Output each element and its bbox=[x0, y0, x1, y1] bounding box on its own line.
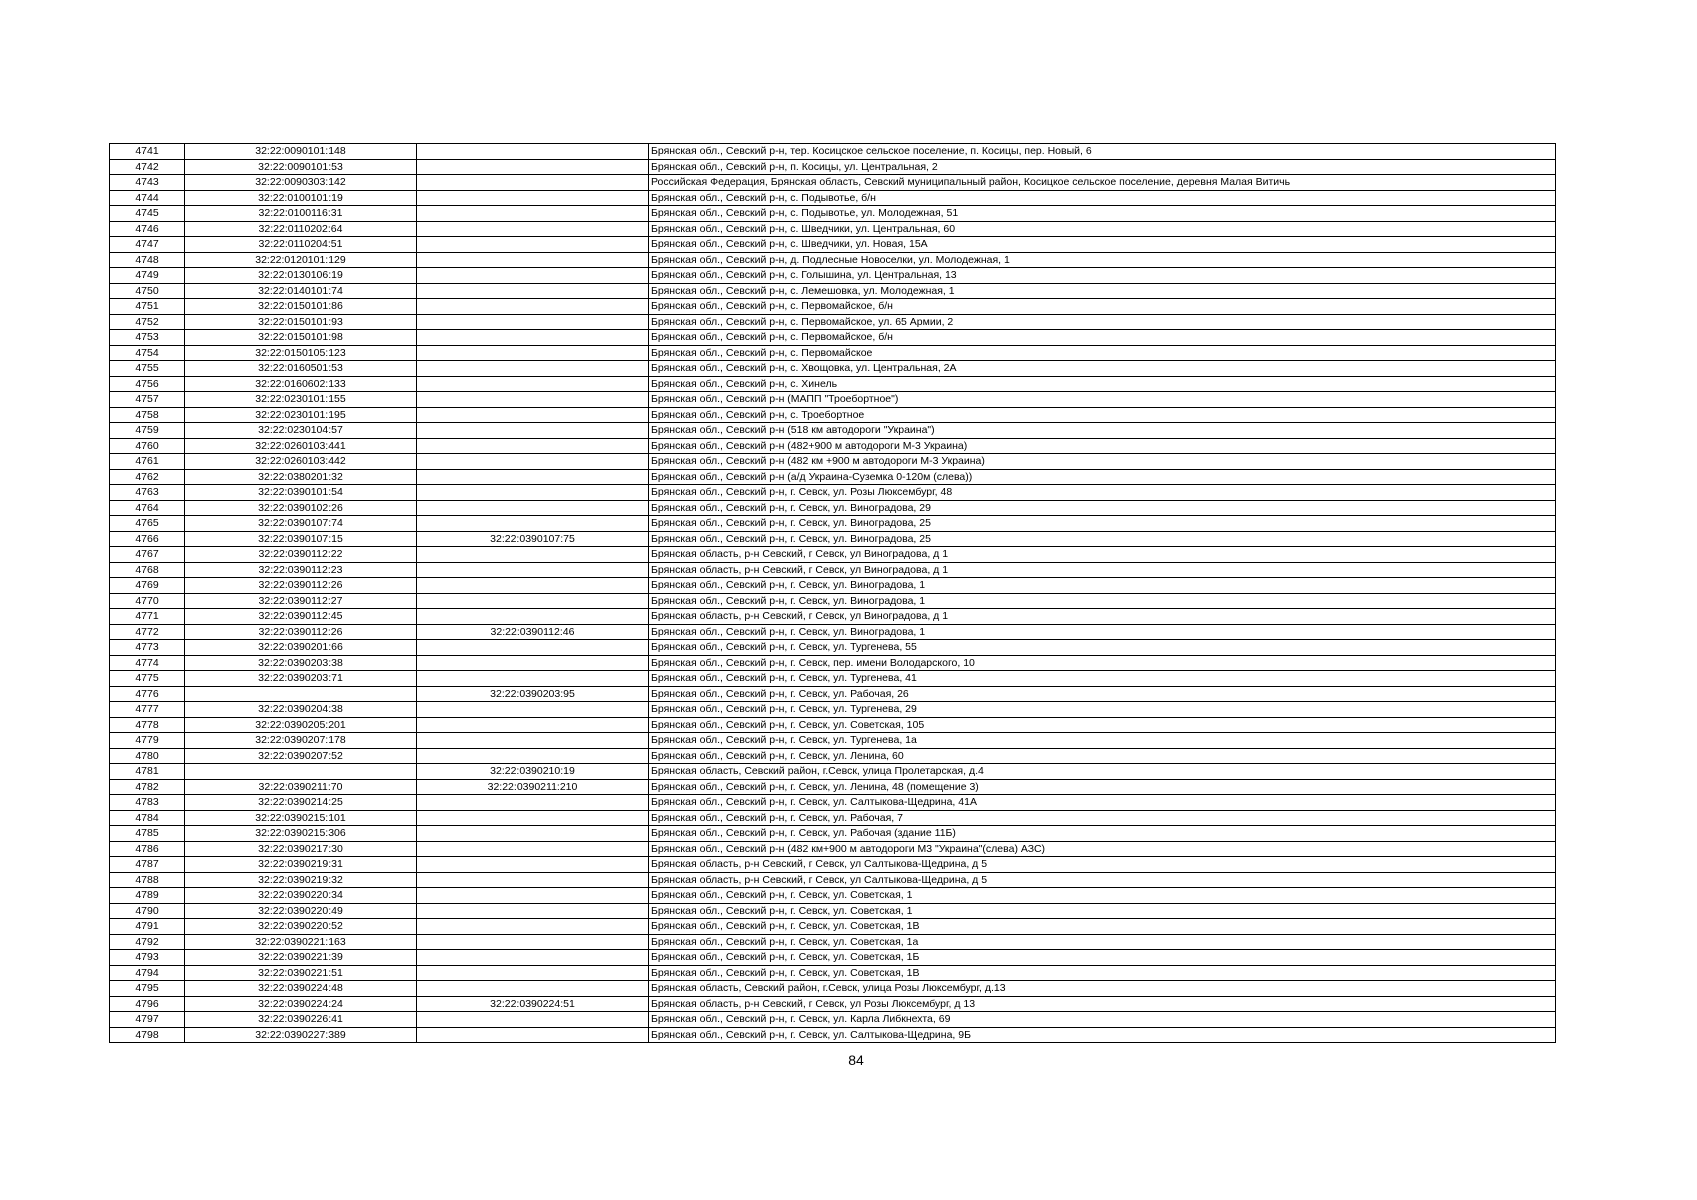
related-cadastral-number-cell bbox=[417, 919, 649, 935]
table-row bbox=[110, 469, 1556, 485]
row-number-cell: 4790 bbox=[110, 903, 185, 919]
row-number-cell: 4746 bbox=[110, 221, 185, 237]
related-cadastral-number-cell bbox=[417, 237, 649, 253]
row-number-cell: 4776 bbox=[110, 686, 185, 702]
address-cell: Брянская обл., Севский р-н, г. Севск, ул. Тургенева, 29 bbox=[649, 702, 1556, 718]
related-cadastral-number-cell bbox=[417, 330, 649, 346]
table-row bbox=[110, 547, 1556, 563]
related-cadastral-number-cell bbox=[417, 578, 649, 594]
address-cell: Брянская обл., Севский р-н, г. Севск, ул. Виноградова, 25 bbox=[649, 516, 1556, 532]
cadastral-number-cell: 32:22:0390112:23 bbox=[185, 562, 417, 578]
row-number-cell: 4770 bbox=[110, 593, 185, 609]
cadastral-number-cell: 32:22:0110204:51 bbox=[185, 237, 417, 253]
table-row bbox=[110, 516, 1556, 532]
row-number-cell: 4762 bbox=[110, 469, 185, 485]
cadastral-number-cell: 32:22:0390203:71 bbox=[185, 671, 417, 687]
cadastral-number-cell: 32:22:0390221:51 bbox=[185, 965, 417, 981]
address-cell: Брянская обл., Севский р-н, с. Хинель bbox=[649, 376, 1556, 392]
related-cadastral-number-cell bbox=[417, 748, 649, 764]
row-number-cell: 4750 bbox=[110, 283, 185, 299]
cadastral-number-cell: 32:22:0090303:142 bbox=[185, 175, 417, 191]
cadastral-number-cell: 32:22:0390215:306 bbox=[185, 826, 417, 842]
cadastral-number-cell: 32:22:0090101:53 bbox=[185, 159, 417, 175]
cadastral-number-cell: 32:22:0120101:129 bbox=[185, 252, 417, 268]
address-cell: Брянская обл., Севский р-н, г. Севск, ул. Советская, 1В bbox=[649, 919, 1556, 935]
related-cadastral-number-cell bbox=[417, 252, 649, 268]
related-cadastral-number-cell bbox=[417, 376, 649, 392]
related-cadastral-number-cell bbox=[417, 609, 649, 625]
row-number-cell: 4759 bbox=[110, 423, 185, 439]
related-cadastral-number-cell bbox=[417, 981, 649, 997]
row-number-cell: 4769 bbox=[110, 578, 185, 594]
cadastral-number-cell: 32:22:0390220:49 bbox=[185, 903, 417, 919]
row-number-cell: 4764 bbox=[110, 500, 185, 516]
address-cell: Брянская обл., Севский р-н, г. Севск, ул. Рабочая, 7 bbox=[649, 810, 1556, 826]
address-cell: Брянская область, р-н Севский, г Севск, ул Виноградова, д 1 bbox=[649, 562, 1556, 578]
row-number-cell: 4749 bbox=[110, 268, 185, 284]
related-cadastral-number-cell bbox=[417, 857, 649, 873]
table-row bbox=[110, 190, 1556, 206]
row-number-cell: 4741 bbox=[110, 144, 185, 160]
cadastral-number-cell: 32:22:0390205:201 bbox=[185, 717, 417, 733]
cadastral-number-cell: 32:22:0390107:74 bbox=[185, 516, 417, 532]
table-row bbox=[110, 423, 1556, 439]
address-cell: Брянская обл., Севский р-н, тер. Косицское сельское поселение, п. Косицы, пер. Новый, 6 bbox=[649, 144, 1556, 160]
related-cadastral-number-cell bbox=[417, 454, 649, 470]
row-number-cell: 4781 bbox=[110, 764, 185, 780]
address-cell: Брянская обл., Севский р-н, п. Косицы, ул. Центральная, 2 bbox=[649, 159, 1556, 175]
address-cell: Брянская обл., Севский р-н (518 км автодороги "Украина") bbox=[649, 423, 1556, 439]
cadastral-number-cell bbox=[185, 764, 417, 780]
registry-table-body bbox=[110, 144, 1556, 1043]
cadastral-number-cell: 32:22:0390207:52 bbox=[185, 748, 417, 764]
table-row bbox=[110, 454, 1556, 470]
related-cadastral-number-cell bbox=[417, 159, 649, 175]
cadastral-number-cell: 32:22:0390112:26 bbox=[185, 578, 417, 594]
cadastral-number-cell: 32:22:0100101:19 bbox=[185, 190, 417, 206]
row-number-cell: 4793 bbox=[110, 950, 185, 966]
related-cadastral-number-cell bbox=[417, 144, 649, 160]
related-cadastral-number-cell bbox=[417, 469, 649, 485]
row-number-cell: 4791 bbox=[110, 919, 185, 935]
address-cell: Брянская обл., Севский р-н, г. Севск, пер. имени Володарского, 10 bbox=[649, 655, 1556, 671]
table-row bbox=[110, 562, 1556, 578]
cadastral-number-cell: 32:22:0380201:32 bbox=[185, 469, 417, 485]
cadastral-number-cell: 32:22:0390220:34 bbox=[185, 888, 417, 904]
page-number: 84 bbox=[848, 1052, 864, 1068]
address-cell: Брянская обл., Севский р-н, с. Шведчики, ул. Новая, 15А bbox=[649, 237, 1556, 253]
related-cadastral-number-cell bbox=[417, 671, 649, 687]
table-row bbox=[110, 237, 1556, 253]
related-cadastral-number-cell bbox=[417, 392, 649, 408]
related-cadastral-number-cell bbox=[417, 283, 649, 299]
related-cadastral-number-cell: 32:22:0390112:46 bbox=[417, 624, 649, 640]
cadastral-number-cell: 32:22:0390211:70 bbox=[185, 779, 417, 795]
row-number-cell: 4775 bbox=[110, 671, 185, 687]
related-cadastral-number-cell bbox=[417, 438, 649, 454]
cadastral-number-cell: 32:22:0390224:48 bbox=[185, 981, 417, 997]
row-number-cell: 4768 bbox=[110, 562, 185, 578]
row-number-cell: 4782 bbox=[110, 779, 185, 795]
table-row bbox=[110, 733, 1556, 749]
related-cadastral-number-cell bbox=[417, 810, 649, 826]
address-cell: Брянская обл., Севский р-н, г. Севск, ул. Виноградова, 29 bbox=[649, 500, 1556, 516]
table-row bbox=[110, 857, 1556, 873]
address-cell: Брянская обл., Севский р-н, г. Севск, ул. Тургенева, 1а bbox=[649, 733, 1556, 749]
row-number-cell: 4778 bbox=[110, 717, 185, 733]
related-cadastral-number-cell bbox=[417, 1027, 649, 1043]
row-number-cell: 4780 bbox=[110, 748, 185, 764]
address-cell: Брянская обл., Севский р-н, г. Севск, ул. Ленина, 60 bbox=[649, 748, 1556, 764]
address-cell: Брянская обл., Севский р-н, г. Севск, ул. Советская, 1а bbox=[649, 934, 1556, 950]
row-number-cell: 4786 bbox=[110, 841, 185, 857]
cadastral-number-cell bbox=[185, 686, 417, 702]
address-cell: Брянская обл., Севский р-н, г. Севск, ул. Советская, 1 bbox=[649, 903, 1556, 919]
cadastral-number-cell: 32:22:0390203:38 bbox=[185, 655, 417, 671]
table-row bbox=[110, 438, 1556, 454]
row-number-cell: 4765 bbox=[110, 516, 185, 532]
cadastral-number-cell: 32:22:0390226:41 bbox=[185, 1012, 417, 1028]
address-cell: Брянская обл., Севский р-н, с. Хвощовка, ул. Центральная, 2А bbox=[649, 361, 1556, 377]
address-cell: Брянская обл., Севский р-н, с. Первомайское, б/н bbox=[649, 299, 1556, 315]
related-cadastral-number-cell bbox=[417, 206, 649, 222]
address-cell: Брянская область, р-н Севский, г Севск, ул Салтыкова-Щедрина, д 5 bbox=[649, 857, 1556, 873]
table-row bbox=[110, 671, 1556, 687]
table-row bbox=[110, 407, 1556, 423]
address-cell: Брянская обл., Севский р-н, г. Севск, ул. Виноградова, 1 bbox=[649, 593, 1556, 609]
address-cell: Брянская обл., Севский р-н, г. Севск, ул. Советская, 105 bbox=[649, 717, 1556, 733]
cadastral-number-cell: 32:22:0110202:64 bbox=[185, 221, 417, 237]
table-row bbox=[110, 175, 1556, 191]
address-cell: Брянская обл., Севский р-н, с. Первомайское, б/н bbox=[649, 330, 1556, 346]
cadastral-number-cell: 32:22:0390221:39 bbox=[185, 950, 417, 966]
related-cadastral-number-cell bbox=[417, 175, 649, 191]
table-row bbox=[110, 144, 1556, 160]
related-cadastral-number-cell bbox=[417, 965, 649, 981]
address-cell: Брянская обл., Севский р-н (МАПП "Троебортное") bbox=[649, 392, 1556, 408]
cadastral-number-cell: 32:22:0100116:31 bbox=[185, 206, 417, 222]
related-cadastral-number-cell bbox=[417, 903, 649, 919]
table-row bbox=[110, 593, 1556, 609]
related-cadastral-number-cell bbox=[417, 407, 649, 423]
row-number-cell: 4744 bbox=[110, 190, 185, 206]
cadastral-number-cell: 32:22:0390101:54 bbox=[185, 485, 417, 501]
address-cell: Брянская обл., Севский р-н, с. Подывотье, б/н bbox=[649, 190, 1556, 206]
row-number-cell: 4773 bbox=[110, 640, 185, 656]
table-row bbox=[110, 686, 1556, 702]
row-number-cell: 4787 bbox=[110, 857, 185, 873]
related-cadastral-number-cell bbox=[417, 485, 649, 501]
cadastral-number-cell: 32:22:0390102:26 bbox=[185, 500, 417, 516]
address-cell: Брянская обл., Севский р-н (482 км+900 м автодороги М3 "Украина"(слева) АЗС) bbox=[649, 841, 1556, 857]
table-row bbox=[110, 268, 1556, 284]
table-row bbox=[110, 934, 1556, 950]
address-cell: Брянская обл., Севский р-н, с. Лемешовка, ул. Молодежная, 1 bbox=[649, 283, 1556, 299]
address-cell: Брянская обл., Севский р-н, г. Севск, ул. Рабочая (здание 11Б) bbox=[649, 826, 1556, 842]
related-cadastral-number-cell bbox=[417, 841, 649, 857]
table-row bbox=[110, 903, 1556, 919]
registry-table bbox=[109, 143, 1556, 1043]
cadastral-number-cell: 32:22:0390219:32 bbox=[185, 872, 417, 888]
table-row bbox=[110, 283, 1556, 299]
table-row bbox=[110, 655, 1556, 671]
related-cadastral-number-cell: 32:22:0390210:19 bbox=[417, 764, 649, 780]
row-number-cell: 4757 bbox=[110, 392, 185, 408]
cadastral-number-cell: 32:22:0260103:441 bbox=[185, 438, 417, 454]
address-cell: Брянская обл., Севский р-н, г. Севск, ул. Карла Либкнехта, 69 bbox=[649, 1012, 1556, 1028]
row-number-cell: 4772 bbox=[110, 624, 185, 640]
address-cell: Брянская обл., Севский р-н, г. Севск, ул. Розы Люксембург, 48 bbox=[649, 485, 1556, 501]
cadastral-number-cell: 32:22:0390221:163 bbox=[185, 934, 417, 950]
cadastral-number-cell: 32:22:0230101:155 bbox=[185, 392, 417, 408]
cadastral-number-cell: 32:22:0390224:24 bbox=[185, 996, 417, 1012]
address-cell: Брянская обл., Севский р-н, г. Севск, ул. Виноградова, 1 bbox=[649, 578, 1556, 594]
row-number-cell: 4785 bbox=[110, 826, 185, 842]
row-number-cell: 4777 bbox=[110, 702, 185, 718]
table-row bbox=[110, 748, 1556, 764]
cadastral-number-cell: 32:22:0150105:123 bbox=[185, 345, 417, 361]
table-row bbox=[110, 392, 1556, 408]
table-row bbox=[110, 779, 1556, 795]
address-cell: Брянская обл., Севский р-н, д. Подлесные Новоселки, ул. Молодежная, 1 bbox=[649, 252, 1556, 268]
table-row bbox=[110, 578, 1556, 594]
row-number-cell: 4767 bbox=[110, 547, 185, 563]
address-cell: Брянская обл., Севский р-н, с. Шведчики, ул. Центральная, 60 bbox=[649, 221, 1556, 237]
table-row bbox=[110, 221, 1556, 237]
table-row bbox=[110, 888, 1556, 904]
table-row bbox=[110, 810, 1556, 826]
related-cadastral-number-cell bbox=[417, 299, 649, 315]
row-number-cell: 4783 bbox=[110, 795, 185, 811]
cadastral-number-cell: 32:22:0390214:25 bbox=[185, 795, 417, 811]
cadastral-number-cell: 32:22:0390227:389 bbox=[185, 1027, 417, 1043]
related-cadastral-number-cell bbox=[417, 190, 649, 206]
row-number-cell: 4796 bbox=[110, 996, 185, 1012]
row-number-cell: 4788 bbox=[110, 872, 185, 888]
related-cadastral-number-cell bbox=[417, 655, 649, 671]
table-row bbox=[110, 965, 1556, 981]
row-number-cell: 4760 bbox=[110, 438, 185, 454]
address-cell: Брянская область, р-н Севский, г Севск, ул Виноградова, д 1 bbox=[649, 609, 1556, 625]
address-cell: Брянская обл., Севский р-н, г. Севск, ул. Советская, 1В bbox=[649, 965, 1556, 981]
address-cell: Брянская обл., Севский р-н, г. Севск, ул. Тургенева, 55 bbox=[649, 640, 1556, 656]
table-row bbox=[110, 609, 1556, 625]
related-cadastral-number-cell: 32:22:0390211:210 bbox=[417, 779, 649, 795]
table-row bbox=[110, 299, 1556, 315]
row-number-cell: 4761 bbox=[110, 454, 185, 470]
address-cell: Брянская обл., Севский р-н, с. Подывотье, ул. Молодежная, 51 bbox=[649, 206, 1556, 222]
row-number-cell: 4792 bbox=[110, 934, 185, 950]
cadastral-number-cell: 32:22:0390201:66 bbox=[185, 640, 417, 656]
related-cadastral-number-cell bbox=[417, 733, 649, 749]
table-row bbox=[110, 206, 1556, 222]
row-number-cell: 4745 bbox=[110, 206, 185, 222]
related-cadastral-number-cell bbox=[417, 1012, 649, 1028]
related-cadastral-number-cell bbox=[417, 950, 649, 966]
row-number-cell: 4756 bbox=[110, 376, 185, 392]
row-number-cell: 4751 bbox=[110, 299, 185, 315]
address-cell: Брянская область, р-н Севский, г Севск, ул Розы Люксембург, д 13 bbox=[649, 996, 1556, 1012]
row-number-cell: 4742 bbox=[110, 159, 185, 175]
address-cell: Брянская обл., Севский р-н, г. Севск, ул. Тургенева, 41 bbox=[649, 671, 1556, 687]
address-cell: Брянская обл., Севский р-н, г. Севск, ул. Виноградова, 1 bbox=[649, 624, 1556, 640]
table-row bbox=[110, 1027, 1556, 1043]
cadastral-number-cell: 32:22:0230104:57 bbox=[185, 423, 417, 439]
related-cadastral-number-cell bbox=[417, 888, 649, 904]
cadastral-number-cell: 32:22:0130106:19 bbox=[185, 268, 417, 284]
address-cell: Брянская область, Севский район, г.Севск, улица Розы Люксембург, д.13 bbox=[649, 981, 1556, 997]
related-cadastral-number-cell bbox=[417, 640, 649, 656]
related-cadastral-number-cell bbox=[417, 314, 649, 330]
row-number-cell: 4789 bbox=[110, 888, 185, 904]
address-cell: Брянская обл., Севский р-н, г. Севск, ул. Рабочая, 26 bbox=[649, 686, 1556, 702]
related-cadastral-number-cell bbox=[417, 345, 649, 361]
cadastral-number-cell: 32:22:0390217:30 bbox=[185, 841, 417, 857]
row-number-cell: 4763 bbox=[110, 485, 185, 501]
related-cadastral-number-cell bbox=[417, 872, 649, 888]
address-cell: Брянская обл., Севский р-н, с. Первомайское, ул. 65 Армии, 2 bbox=[649, 314, 1556, 330]
related-cadastral-number-cell bbox=[417, 702, 649, 718]
related-cadastral-number-cell bbox=[417, 500, 649, 516]
related-cadastral-number-cell: 32:22:0390224:51 bbox=[417, 996, 649, 1012]
cadastral-number-cell: 32:22:0390215:101 bbox=[185, 810, 417, 826]
row-number-cell: 4794 bbox=[110, 965, 185, 981]
cadastral-number-cell: 32:22:0260103:442 bbox=[185, 454, 417, 470]
address-cell: Брянская обл., Севский р-н (482+900 м автодороги М-3 Украина) bbox=[649, 438, 1556, 454]
related-cadastral-number-cell bbox=[417, 361, 649, 377]
related-cadastral-number-cell bbox=[417, 268, 649, 284]
address-cell: Брянская обл., Севский р-н, г. Севск, ул. Ленина, 48 (помещение 3) bbox=[649, 779, 1556, 795]
related-cadastral-number-cell bbox=[417, 547, 649, 563]
table-row bbox=[110, 764, 1556, 780]
table-row bbox=[110, 717, 1556, 733]
row-number-cell: 4779 bbox=[110, 733, 185, 749]
cadastral-number-cell: 32:22:0390112:22 bbox=[185, 547, 417, 563]
cadastral-number-cell: 32:22:0150101:98 bbox=[185, 330, 417, 346]
address-cell: Брянская обл., Севский р-н, с. Первомайское bbox=[649, 345, 1556, 361]
table-row bbox=[110, 841, 1556, 857]
table-row bbox=[110, 826, 1556, 842]
address-cell: Брянская обл., Севский р-н, г. Севск, ул. Салтыкова-Щедрина, 9Б bbox=[649, 1027, 1556, 1043]
address-cell: Брянская обл., Севский р-н (а/д Украина-Суземка 0-120м (слева)) bbox=[649, 469, 1556, 485]
related-cadastral-number-cell bbox=[417, 934, 649, 950]
row-number-cell: 4795 bbox=[110, 981, 185, 997]
address-cell: Брянская обл., Севский р-н (482 км +900 м автодороги М-3 Украина) bbox=[649, 454, 1556, 470]
row-number-cell: 4758 bbox=[110, 407, 185, 423]
table-row bbox=[110, 996, 1556, 1012]
address-cell: Брянская область, р-н Севский, г Севск, ул Виноградова, д 1 bbox=[649, 547, 1556, 563]
related-cadastral-number-cell: 32:22:0390107:75 bbox=[417, 531, 649, 547]
related-cadastral-number-cell bbox=[417, 593, 649, 609]
address-cell: Брянская обл., Севский р-н, г. Севск, ул. Салтыкова-Щедрина, 41А bbox=[649, 795, 1556, 811]
cadastral-number-cell: 32:22:0390112:26 bbox=[185, 624, 417, 640]
row-number-cell: 4754 bbox=[110, 345, 185, 361]
row-number-cell: 4771 bbox=[110, 609, 185, 625]
cadastral-number-cell: 32:22:0160501:53 bbox=[185, 361, 417, 377]
address-cell: Брянская обл., Севский р-н, г. Севск, ул. Советская, 1 bbox=[649, 888, 1556, 904]
related-cadastral-number-cell bbox=[417, 562, 649, 578]
table-row bbox=[110, 252, 1556, 268]
table-row bbox=[110, 640, 1556, 656]
address-cell: Брянская область, р-н Севский, г Севск, ул Салтыкова-Щедрина, д 5 bbox=[649, 872, 1556, 888]
row-number-cell: 4755 bbox=[110, 361, 185, 377]
row-number-cell: 4766 bbox=[110, 531, 185, 547]
related-cadastral-number-cell bbox=[417, 826, 649, 842]
cadastral-number-cell: 32:22:0230101:195 bbox=[185, 407, 417, 423]
row-number-cell: 4797 bbox=[110, 1012, 185, 1028]
cadastral-number-cell: 32:22:0390220:52 bbox=[185, 919, 417, 935]
row-number-cell: 4747 bbox=[110, 237, 185, 253]
row-number-cell: 4774 bbox=[110, 655, 185, 671]
table-row bbox=[110, 872, 1556, 888]
table-row bbox=[110, 950, 1556, 966]
row-number-cell: 4784 bbox=[110, 810, 185, 826]
cadastral-number-cell: 32:22:0140101:74 bbox=[185, 283, 417, 299]
table-row bbox=[110, 919, 1556, 935]
table-row bbox=[110, 531, 1556, 547]
related-cadastral-number-cell bbox=[417, 795, 649, 811]
table-row bbox=[110, 1012, 1556, 1028]
cadastral-number-cell: 32:22:0160602:133 bbox=[185, 376, 417, 392]
table-row bbox=[110, 485, 1556, 501]
table-row bbox=[110, 159, 1556, 175]
table-row bbox=[110, 345, 1556, 361]
address-cell: Брянская область, Севский район, г.Севск, улица Пролетарская, д.4 bbox=[649, 764, 1556, 780]
table-row bbox=[110, 702, 1556, 718]
row-number-cell: 4752 bbox=[110, 314, 185, 330]
cadastral-number-cell: 32:22:0150101:93 bbox=[185, 314, 417, 330]
row-number-cell: 4798 bbox=[110, 1027, 185, 1043]
row-number-cell: 4748 bbox=[110, 252, 185, 268]
row-number-cell: 4743 bbox=[110, 175, 185, 191]
table-row bbox=[110, 795, 1556, 811]
related-cadastral-number-cell bbox=[417, 717, 649, 733]
cadastral-number-cell: 32:22:0390219:31 bbox=[185, 857, 417, 873]
table-row bbox=[110, 314, 1556, 330]
table-row bbox=[110, 981, 1556, 997]
related-cadastral-number-cell: 32:22:0390203:95 bbox=[417, 686, 649, 702]
cadastral-number-cell: 32:22:0390207:178 bbox=[185, 733, 417, 749]
cadastral-number-cell: 32:22:0390107:15 bbox=[185, 531, 417, 547]
table-row bbox=[110, 361, 1556, 377]
related-cadastral-number-cell bbox=[417, 221, 649, 237]
cadastral-number-cell: 32:22:0150101:86 bbox=[185, 299, 417, 315]
address-cell: Брянская обл., Севский р-н, с. Троебортное bbox=[649, 407, 1556, 423]
table-row bbox=[110, 376, 1556, 392]
address-cell: Брянская обл., Севский р-н, г. Севск, ул. Советская, 1Б bbox=[649, 950, 1556, 966]
cadastral-number-cell: 32:22:0390112:45 bbox=[185, 609, 417, 625]
cadastral-number-cell: 32:22:0390112:27 bbox=[185, 593, 417, 609]
related-cadastral-number-cell bbox=[417, 516, 649, 532]
address-cell: Российская Федерация, Брянская область, Севский муниципальный район, Косицкое сельское поселение, деревня Малая Витичь bbox=[649, 175, 1556, 191]
table-row bbox=[110, 500, 1556, 516]
cadastral-number-cell: 32:22:0390204:38 bbox=[185, 702, 417, 718]
table-row bbox=[110, 330, 1556, 346]
row-number-cell: 4753 bbox=[110, 330, 185, 346]
address-cell: Брянская обл., Севский р-н, г. Севск, ул. Виноградова, 25 bbox=[649, 531, 1556, 547]
table-row bbox=[110, 624, 1556, 640]
cadastral-number-cell: 32:22:0090101:148 bbox=[185, 144, 417, 160]
related-cadastral-number-cell bbox=[417, 423, 649, 439]
address-cell: Брянская обл., Севский р-н, с. Голышина, ул. Центральная, 13 bbox=[649, 268, 1556, 284]
